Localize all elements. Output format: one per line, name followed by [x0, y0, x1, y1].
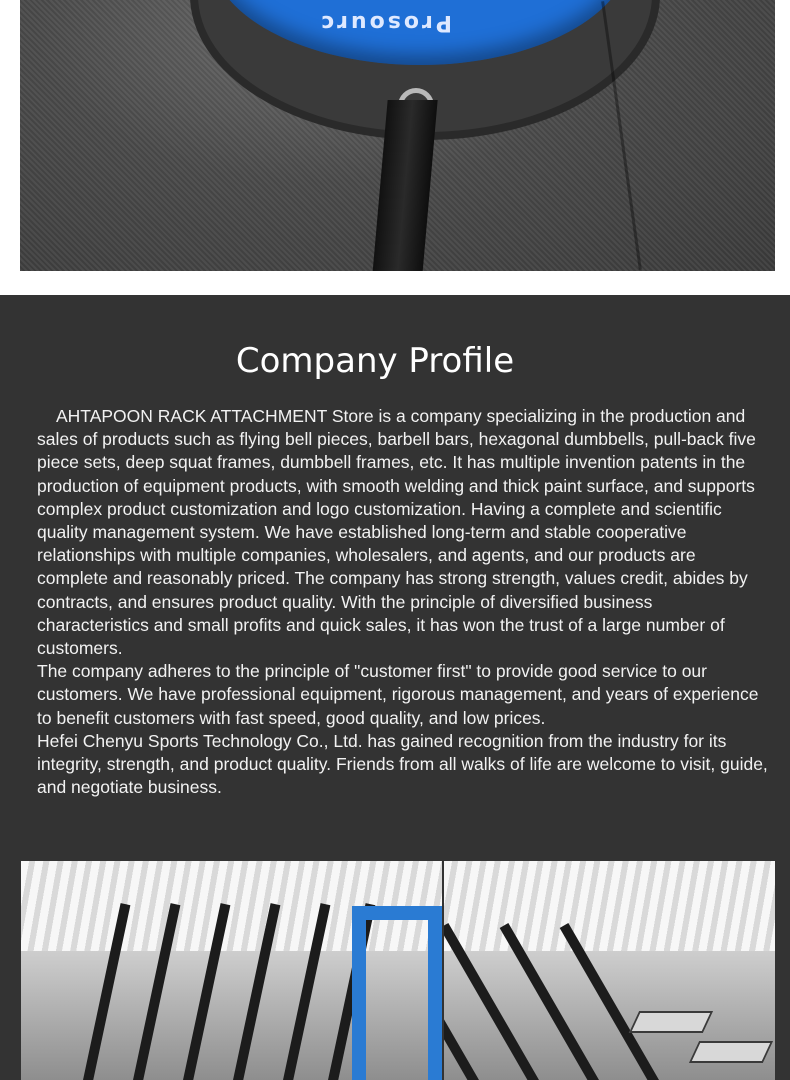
blue-rack-frame [352, 906, 442, 1080]
foot-plate [629, 1011, 713, 1033]
company-profile-section [0, 295, 790, 1080]
profile-paragraph-1: AHTAPOON RACK ATTACHMENT Store is a company specializing in the production and sales of products such as flying bell pieces, barbell bars, hexagonal dumbbells, pull-back five piece sets, deep squat frames, dumbbell frames, etc. It has multiple invention patents in the production of equipment products, with smooth welding and thick paint surface, and supports complex product customization and logo customization. Having a complete and scientific quality management system. We have established long-term and stable cooperative relationships with multiple companies, wholesalers, and agents, and our products are complete and reasonably priced. The company has strong strength, values credit, abides by contracts, and ensures product quality. With the principle of diversified business characteristics and small profits and quick sales, it has won the trust of a large number of customers. [37, 406, 756, 659]
factory-roof [444, 861, 775, 951]
profile-paragraph-3: Hefei Chenyu Sports Technology Co., Ltd. has gained recognition from the industry for its integrity, strength, and product quality. Friends from all walks of life are welcome to visit, guide, and negotiate business. [37, 730, 768, 798]
profile-text [37, 405, 769, 799]
section-title: Company Profile [235, 341, 515, 381]
factory-photo-machines [444, 861, 775, 1080]
plate-brand-text: Prosourc [318, 10, 452, 35]
factory-photo-racks [21, 861, 442, 1080]
factory-photos [21, 861, 775, 1080]
profile-paragraph-2: The company adheres to the principle of "customer first" to provide good service to our customers. We have professional equipment, rigorous management, and years of experience to benefit customers with fast speed, good quality, and low prices. [37, 661, 759, 728]
foot-plate [689, 1041, 773, 1063]
weight-plate-photo [20, 0, 775, 271]
